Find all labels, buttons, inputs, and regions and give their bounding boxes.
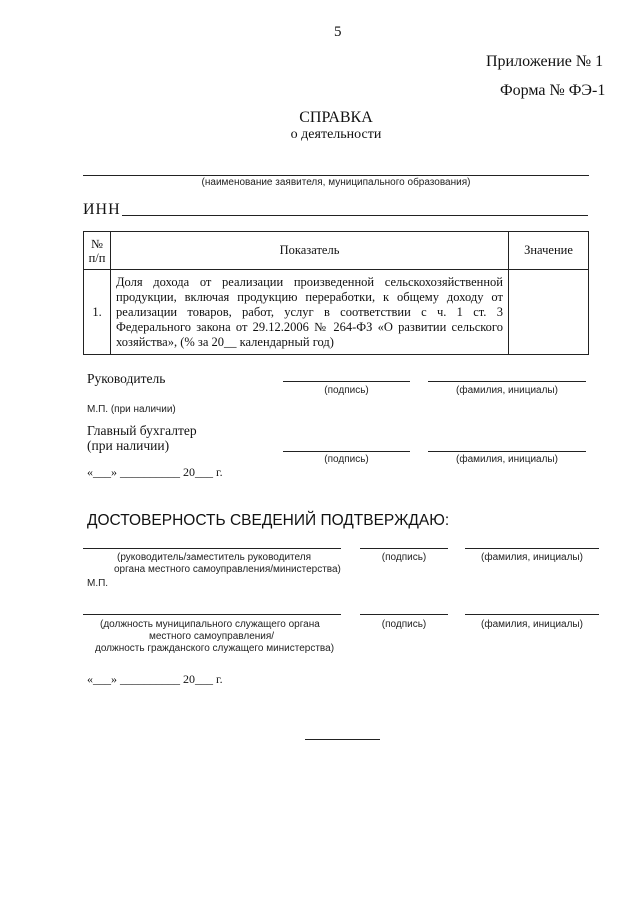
accountant-label-note: (при наличии) xyxy=(87,438,170,453)
applicant-caption: (наименование заявителя, муниципального образования) xyxy=(201,177,471,188)
head-name-caption: (фамилия, инициалы) xyxy=(456,385,558,396)
official-name-caption: (фамилия, инициалы) xyxy=(481,552,583,563)
official-caption-1: (руководитель/заместитель руководителя xyxy=(117,552,311,563)
page-number: 5 xyxy=(334,24,342,40)
inn-label: ИНН xyxy=(83,201,121,218)
head-label: Руководитель xyxy=(87,371,166,386)
accountant-label: Главный бухгалтер xyxy=(87,423,197,438)
servant-name-caption: (фамилия, инициалы) xyxy=(481,619,583,630)
confirmation-date-line: «___» __________ 20___ г. xyxy=(87,672,223,686)
servant-caption-2: местного самоуправления/ xyxy=(149,631,275,642)
accountant-signature-line xyxy=(283,451,410,452)
official-name-line xyxy=(465,548,599,549)
row-num: 1. xyxy=(84,270,111,355)
official-signature-line xyxy=(360,548,448,549)
servant-signature-line xyxy=(360,614,448,615)
confirmation-heading: ДОСТОВЕРНОСТЬ СВЕДЕНИЙ ПОДТВЕРЖДАЮ: xyxy=(87,512,450,529)
header-indicator: Показатель xyxy=(111,232,509,270)
servant-caption-1: (должность муниципального служащего органа xyxy=(100,619,320,630)
header-value: Значение xyxy=(509,232,589,270)
document-subtitle: о деятельности xyxy=(290,127,382,142)
head-signature-caption: (подпись) xyxy=(324,385,369,396)
head-name-line xyxy=(428,381,586,382)
document-title: СПРАВКА xyxy=(299,109,373,126)
form-label: Форма № ФЭ-1 xyxy=(500,82,606,99)
table-header-row xyxy=(84,232,589,270)
official-position-line xyxy=(83,548,341,549)
appendix-label: Приложение № 1 xyxy=(486,53,604,70)
row-indicator: Доля дохода от реализации произведенной сельскохозяйственной продукции, включая продукцию переработки, к общему доходу от реализации товаров, работ, услуг в соответствии с ч. 1 ст. 3 Федерального закона от 29.12.2006 № 264-ФЗ «О развитии сельского хозяйства», (% за 20__ календарный год) xyxy=(111,270,509,355)
accountant-signature-caption: (подпись) xyxy=(324,454,369,465)
confirmation-stamp-label: М.П. xyxy=(87,578,109,589)
accountant-name-line xyxy=(428,451,586,452)
indicator-table xyxy=(83,231,589,355)
servant-signature-caption: (подпись) xyxy=(381,619,427,630)
table-row xyxy=(84,270,589,355)
accountant-name-caption: (фамилия, инициалы) xyxy=(456,454,558,465)
servant-name-line xyxy=(465,614,599,615)
applicant-name-line xyxy=(83,175,589,176)
inn-line xyxy=(122,215,588,216)
date-line: «___» __________ 20___ г. xyxy=(87,465,223,479)
servant-position-line xyxy=(83,614,341,615)
header-num: № п/п xyxy=(84,232,111,270)
head-signature-line xyxy=(283,381,410,382)
official-signature-caption: (подпись) xyxy=(381,552,427,563)
official-caption-2: органа местного самоуправления/министерства) xyxy=(114,564,341,575)
row-value xyxy=(509,270,589,355)
head-stamp-label: М.П. (при наличии) xyxy=(87,404,176,415)
servant-caption-3: должность гражданского служащего министерства) xyxy=(95,643,335,654)
closing-rule xyxy=(305,739,380,740)
